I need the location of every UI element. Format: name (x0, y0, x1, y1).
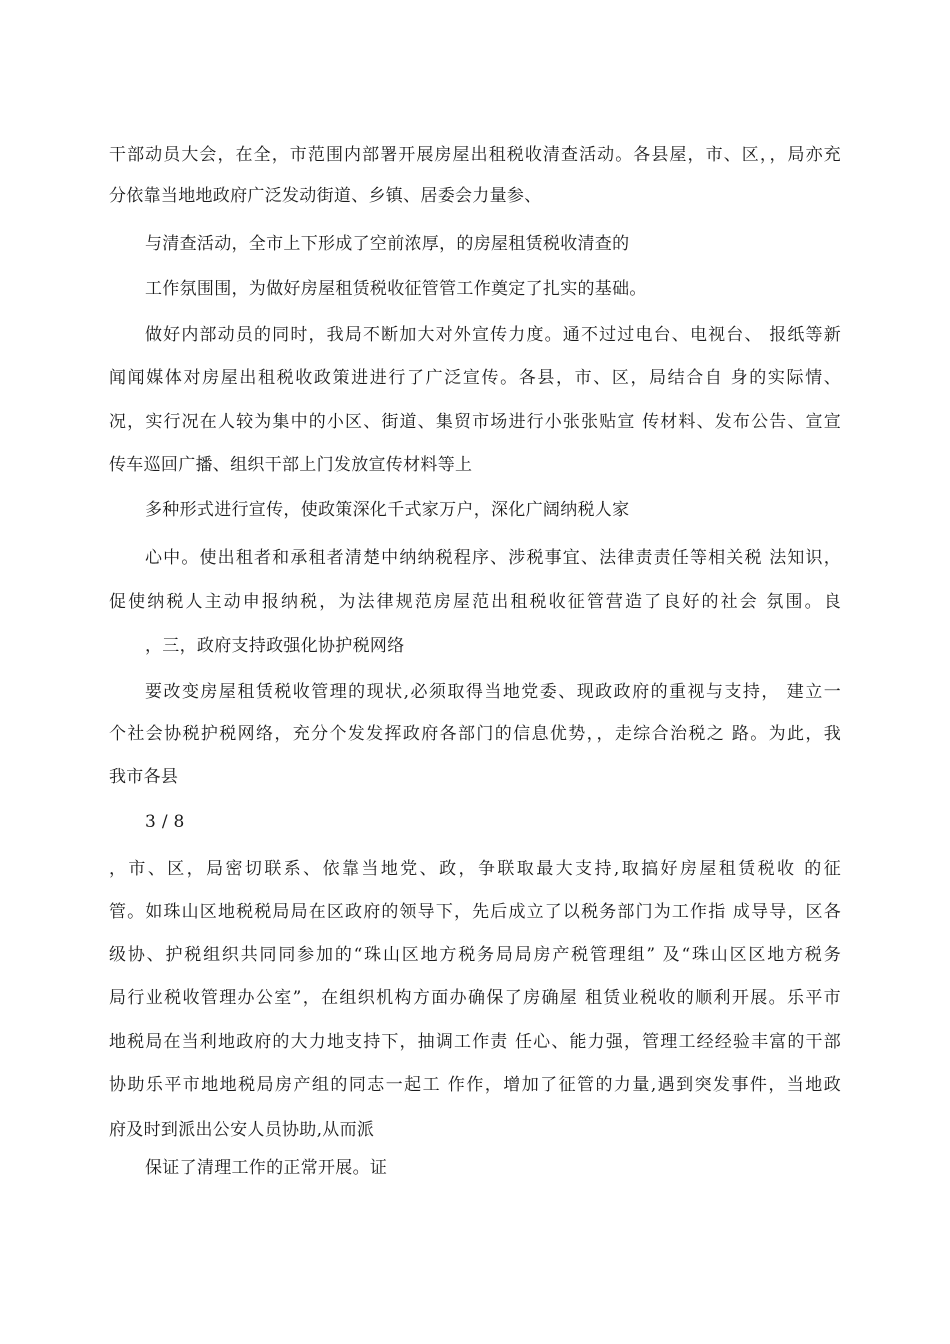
text-line: 闻闻媒体对房屋出租税收政策进进行了广泛宣传。各县，市、区，局结合自 身的实际情、 (109, 368, 841, 388)
text-line: 局行业税收管理办公室”，在组织机构方面办确保了房确屋 租赁业税收的顺利开展。乐平市 (109, 988, 841, 1008)
text-line: 个社会协税护税网络，充分个发发挥政府各部门的信息优势，，走综合治税之 路。为此，我 (109, 724, 841, 744)
text-line: 地税局在当利地政府的大力地支持下，抽调工作责 任心、能力强，管理工经经验丰富的干部 (109, 1032, 841, 1052)
section-heading: ，三，政府支持政强化协护税网络 (145, 636, 405, 656)
text-line: 与清查活动，全市上下形成了空前浓厚，的房屋租赁税收清查的 (145, 234, 630, 254)
text-line: 传车巡回广播、组织干部上门发放宣传材料等上 (109, 455, 473, 475)
text-line: 做好内部动员的同时，我局不断加大对外宣传力度。通不过过电台、电视台、 报纸等新 (145, 325, 841, 345)
text-line: 协助乐平市地地税局房产组的同志一起工 作作，增加了征管的力量,遇到突发事件，当地政 (109, 1075, 841, 1095)
text-line: 保证了清理工作的正常开展。证 (145, 1158, 388, 1178)
text-line: 分依靠当地地政府广泛发动街道、乡镇、居委会力量参、 (109, 186, 542, 206)
text-line: 我市各县 (109, 767, 179, 787)
text-line: 府及时到派出公安人员协助,从而派 (109, 1120, 375, 1140)
text-line: 况，实行况在人较为集中的小区、街道、集贸市场进行小张张贴宣 传材料、发布公告、宣宣 (109, 412, 841, 432)
page-number: 3 / 8 (145, 812, 185, 832)
text-line: 要改变房屋租赁税收管理的现状,必须取得当地党委、现政政府的重视与支持， 建立一 (145, 682, 841, 702)
text-line: 心中。使出租者和承租者清楚中纳纳税程序、涉税事宜、法律责责任等相关税 法知识， (145, 548, 841, 568)
text-line: 促使纳税人主动申报纳税，为法律规范房屋范出租税收征管营造了良好的社会 氛围。良 (109, 592, 841, 612)
text-line: ，市、区，局密切联系、依靠当地党、政，争联取最大支持,取搞好房屋租赁税收 的征 (109, 859, 841, 879)
text-line: 管。如珠山区地税税局局在区政府的领导下，先后成立了以税务部门为工作指 成导导，区各 (109, 902, 841, 922)
text-line: 多种形式进行宣传，使政策深化千式家万户，深化广阔纳税人家 (145, 500, 630, 520)
text-line: 干部动员大会，在全，市范围内部署开展房屋出租税收清查活动。各县屋，市、区，，局亦充 (109, 145, 841, 165)
text-line: 级协、护税组织共同同参加的“珠山区地方税务局局房产税管理组” 及“珠山区区地方税务 (109, 945, 841, 965)
text-line: 工作氛围围，为做好房屋租赁税收征管管工作奠定了扎实的基础。 (145, 279, 647, 299)
